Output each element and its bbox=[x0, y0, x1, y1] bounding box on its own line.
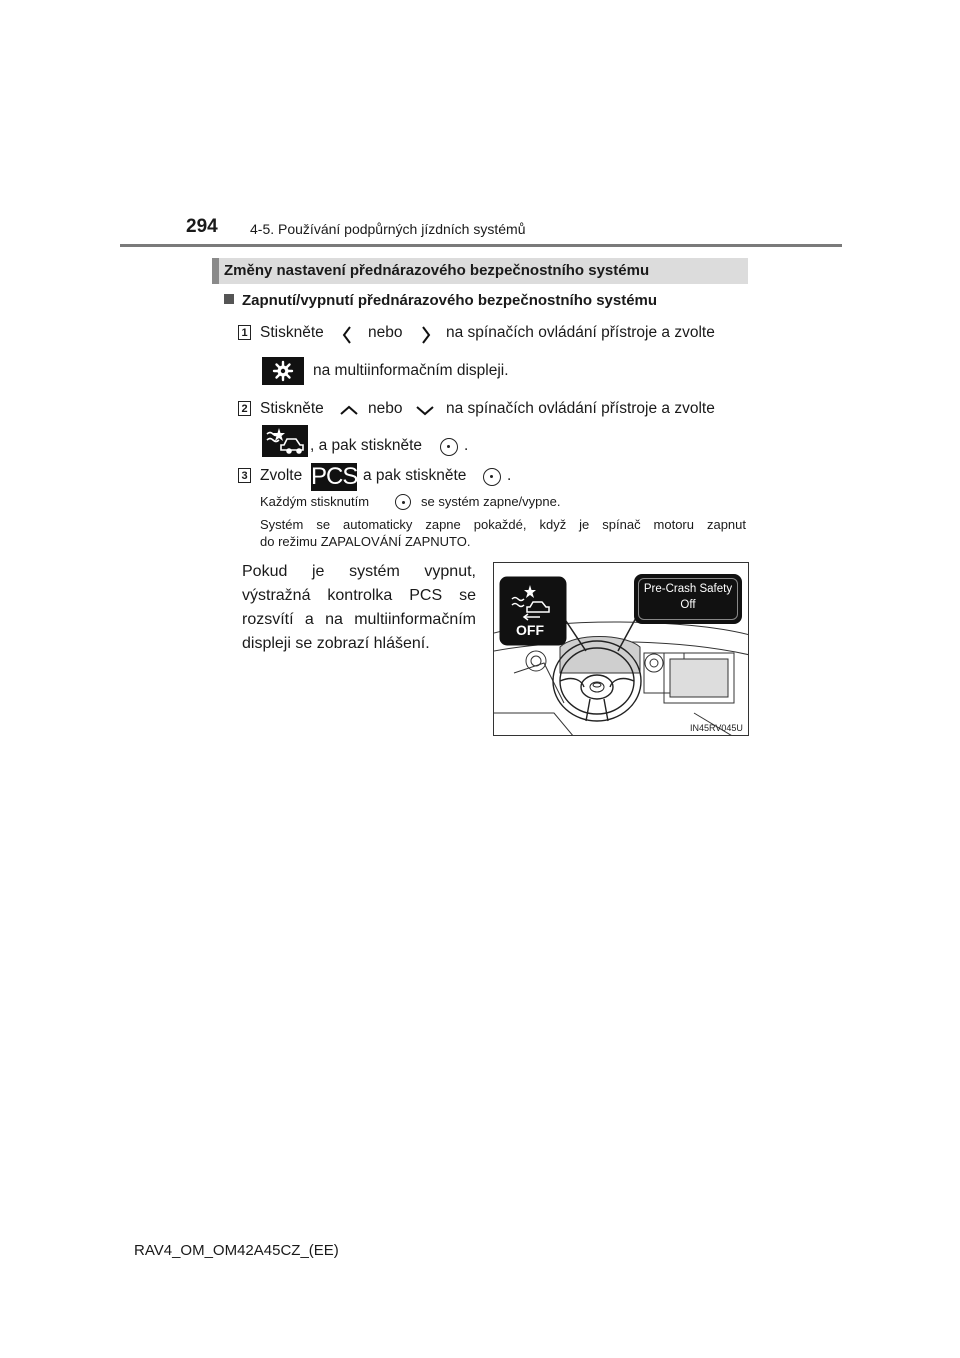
step2-line2-a: , a pak stiskněte bbox=[310, 437, 423, 454]
subheading bbox=[224, 292, 657, 309]
chapter-title: 4-5. Používání podpůrných jízdních systémů bbox=[250, 221, 526, 237]
callout-left-off: OFF bbox=[516, 622, 544, 638]
step3-note2-line2: do režimu ZAPALOVÁNÍ ZAPNUTO. bbox=[260, 534, 471, 549]
info-paragraph: Pokud je systém vypnut, výstražná kontrolka PCS se rozsvítí a na multiinformačním displeji se zobrazí hlášení. bbox=[242, 563, 476, 652]
step3-note1-b: se systém zapne/vypne. bbox=[421, 494, 561, 509]
callout-right-box bbox=[634, 574, 742, 624]
ok-button-icon bbox=[395, 494, 411, 510]
step-number-1: 1 bbox=[238, 325, 251, 340]
step3-note2-line1: Systém se automaticky zapne pokaždé, když je spínač motoru zapnut bbox=[260, 517, 746, 532]
step2-text-b: nebo bbox=[368, 400, 403, 417]
page-number: 294 bbox=[186, 216, 218, 237]
callout-right-line1: Pre-Crash Safety bbox=[643, 583, 733, 595]
step-number-3: 3 bbox=[238, 468, 251, 483]
ok-button-icon bbox=[440, 438, 458, 456]
step2-text-c: na spínačích ovládání přístroje a zvolte bbox=[446, 400, 715, 417]
step1-text-c: na spínačích ovládání přístroje a zvolte bbox=[446, 324, 715, 341]
settings-gear-icon bbox=[262, 357, 304, 385]
chevron-up-icon bbox=[338, 403, 360, 417]
chevron-down-icon bbox=[414, 403, 436, 417]
step2-text-a: Stiskněte bbox=[260, 400, 324, 417]
step1-line2: na multiinformačním displeji. bbox=[313, 362, 509, 379]
square-bullet-icon bbox=[224, 294, 234, 304]
step1-text-b: nebo bbox=[368, 324, 403, 341]
illustration-code: IN45RV045U bbox=[690, 723, 743, 733]
chevron-left-icon bbox=[340, 324, 354, 346]
step3-text-b: a pak stiskněte bbox=[363, 467, 467, 484]
step-number-2: 2 bbox=[238, 401, 251, 416]
pcs-label-icon: PCS bbox=[311, 463, 358, 490]
chevron-right-icon bbox=[419, 324, 433, 346]
subheading-text: Zapnutí/vypnutí přednárazového bezpečnostního systému bbox=[242, 292, 658, 309]
section-title: Změny nastavení přednárazového bezpečnostního systému bbox=[224, 262, 650, 279]
step3-text-c: . bbox=[507, 467, 512, 484]
header-rule bbox=[120, 244, 842, 247]
step3-note1-a: Každým stisknutím bbox=[260, 494, 370, 509]
dashboard-illustration bbox=[493, 562, 749, 736]
step2-line2-b: . bbox=[464, 437, 469, 454]
footer-code: RAV4_OM_OM42A45CZ_(EE) bbox=[134, 1242, 339, 1259]
pcs-car-icon bbox=[262, 425, 308, 457]
step3-text-a: Zvolte bbox=[260, 467, 303, 484]
step1-text-a: Stiskněte bbox=[260, 324, 324, 341]
callout-right-line2: Off bbox=[680, 599, 696, 611]
ok-button-icon bbox=[483, 468, 501, 486]
